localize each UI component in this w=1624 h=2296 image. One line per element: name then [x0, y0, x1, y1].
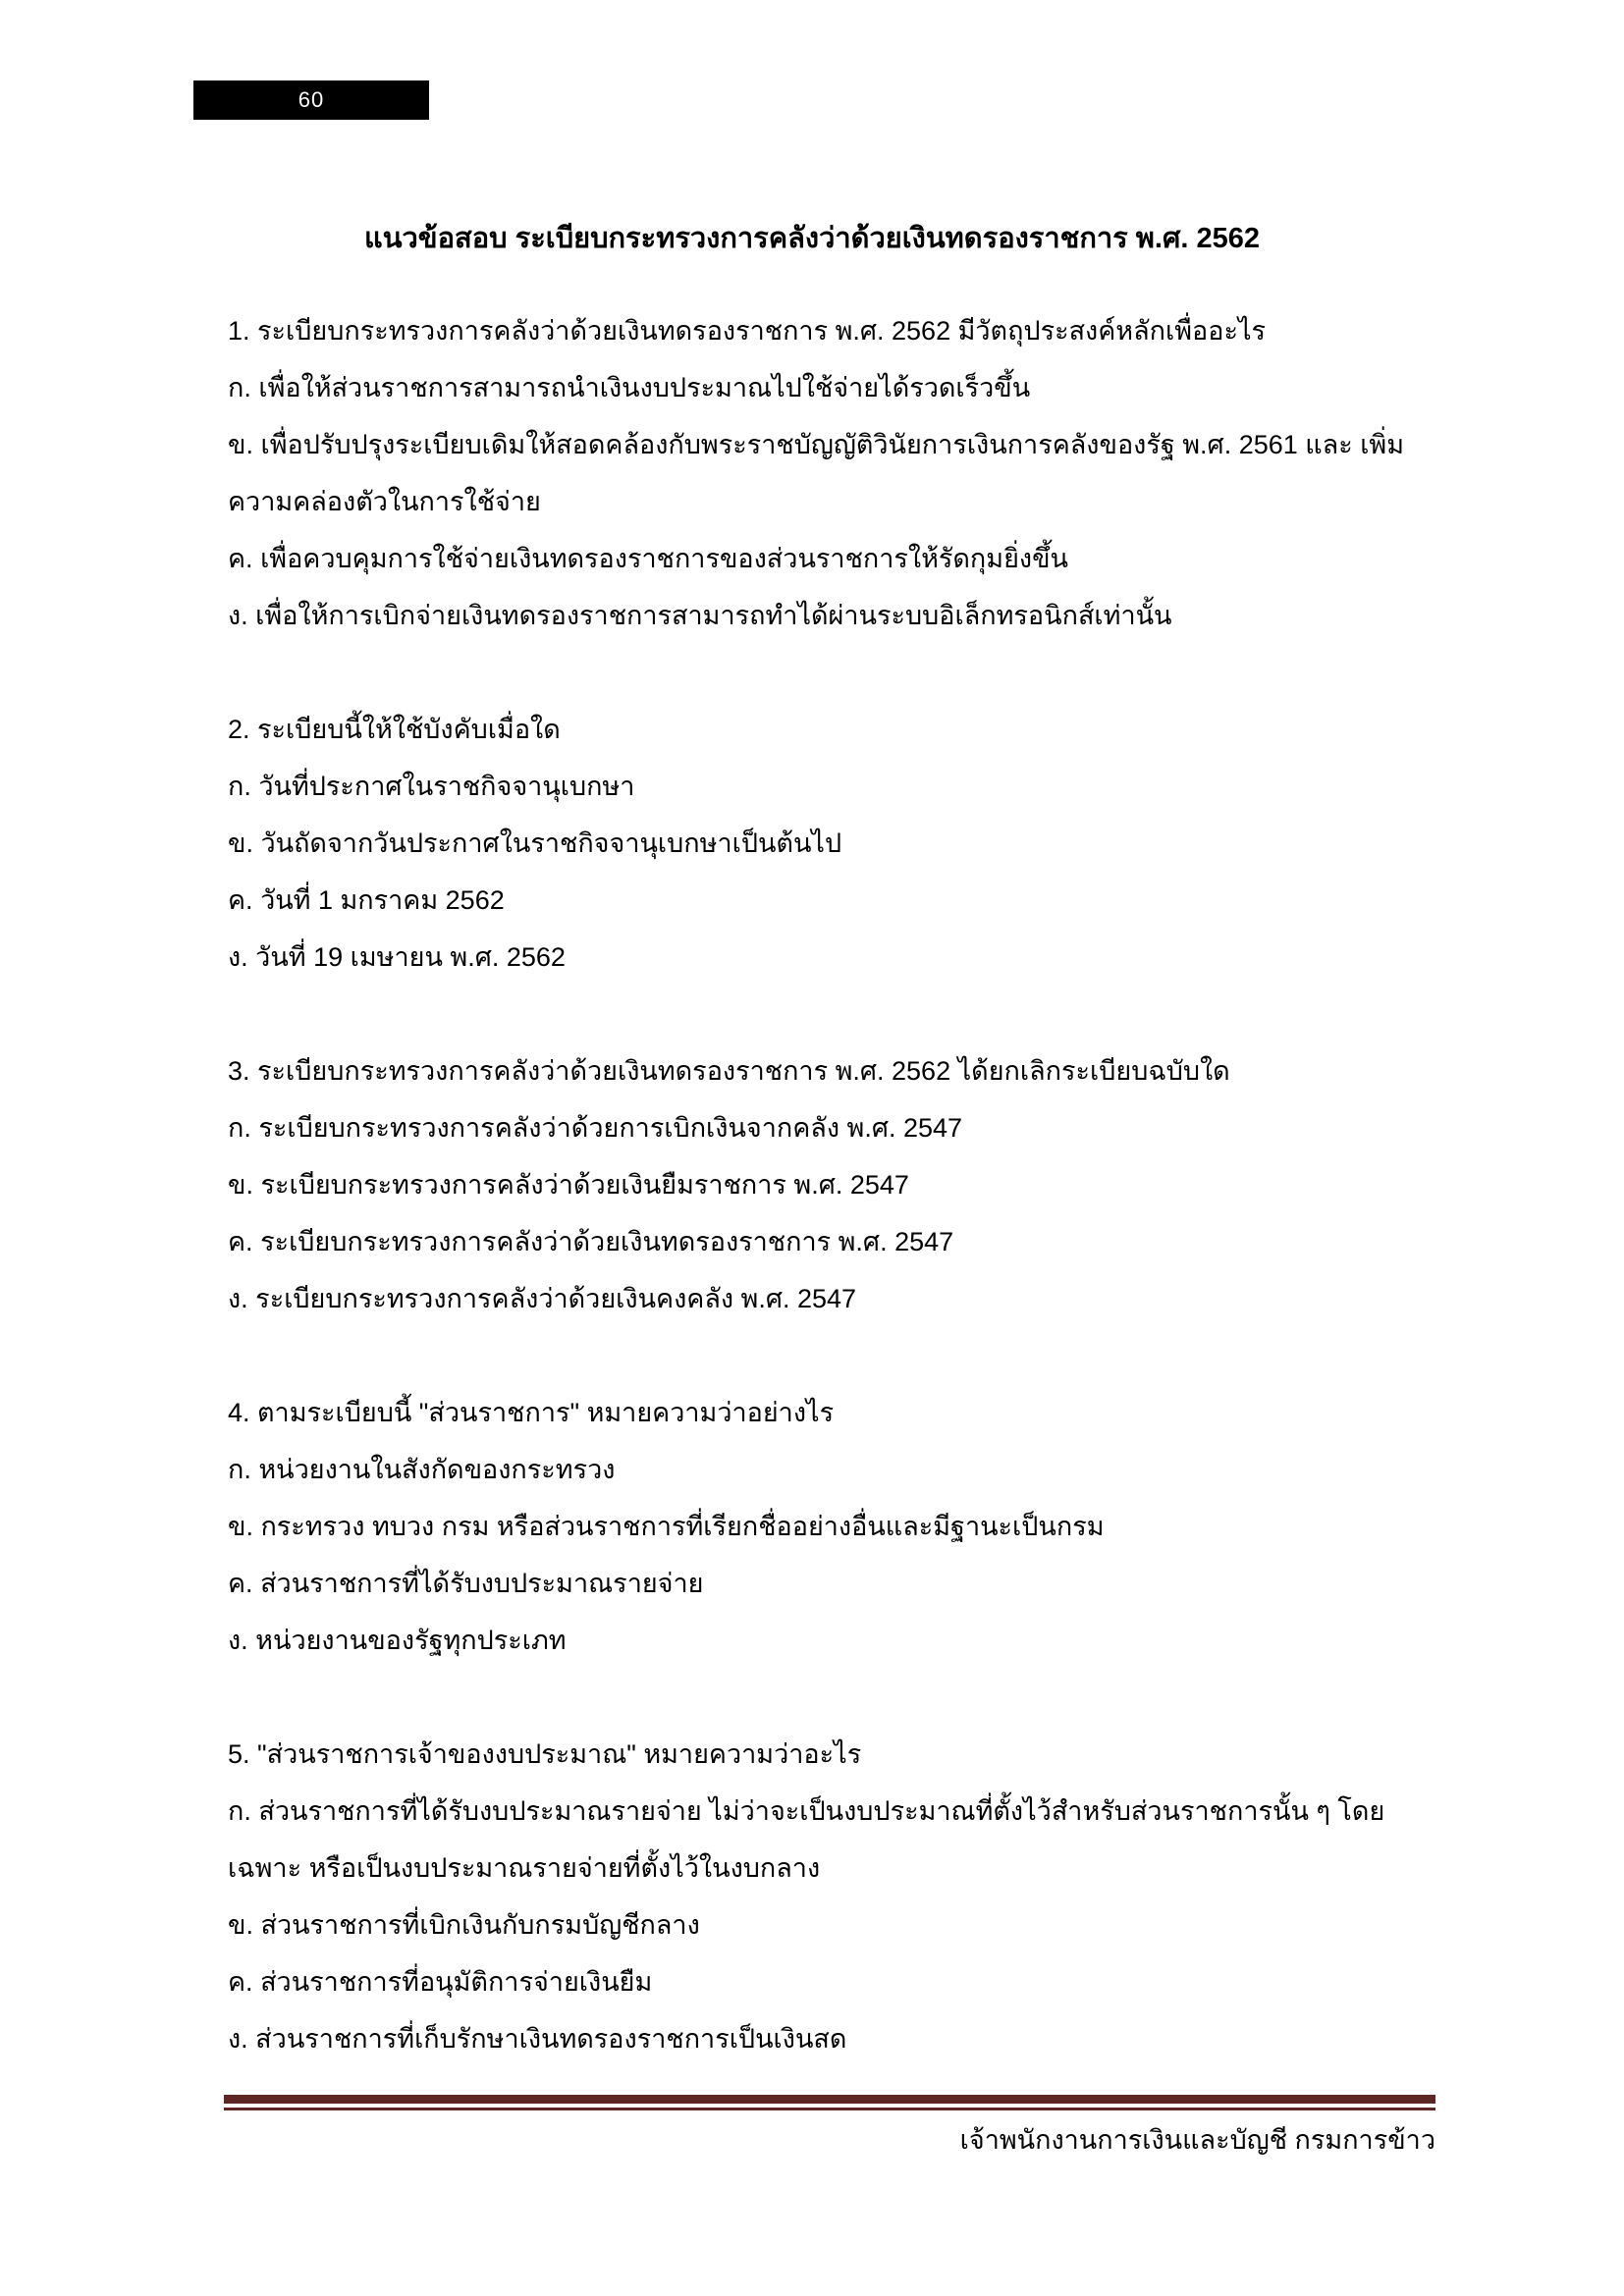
footer-rule-thick: [224, 2095, 1435, 2104]
option-line: ก. เพื่อให้ส่วนราชการสามารถนำเงินงบประมาณไปใช้จ่ายได้รวดเร็วขึ้น: [228, 373, 1031, 402]
option-line: ก. ระเบียบกระทรวงการคลังว่าด้วยการเบิกเงินจากคลัง พ.ศ. 2547: [228, 1113, 963, 1143]
question-block-2: [228, 701, 1445, 986]
option-line: ง. วันที่ 19 เมษายน พ.ศ. 2562: [228, 942, 566, 972]
option-line: ก. หน่วยงานในสังกัดของกระทรวง: [228, 1455, 616, 1484]
question-text: 1. ระเบียบกระทรวงการคลังว่าด้วยเงินทดรองราชการ พ.ศ. 2562 มีวัตถุประสงค์หลักเพื่ออะไร: [228, 316, 1267, 346]
footer-rule-thin: [224, 2108, 1435, 2110]
question-text: 4. ตามระเบียบนี้ "ส่วนราชการ" หมายความว่าอย่างไร: [228, 1398, 835, 1427]
option-line: ข. วันถัดจากวันประกาศในราชกิจจานุเบกษาเป็นต้นไป: [228, 828, 842, 858]
question-block-4: [228, 1384, 1445, 1669]
question-text: 3. ระเบียบกระทรวงการคลังว่าด้วยเงินทดรองราชการ พ.ศ. 2562 ได้ยกเลิกระเบียบฉบับใด: [228, 1056, 1230, 1086]
option-line: ค. ระเบียบกระทรวงการคลังว่าด้วยเงินทดรองราชการ พ.ศ. 2547: [228, 1227, 954, 1256]
option-line: ค. วันที่ 1 มกราคม 2562: [228, 885, 505, 915]
option-line: ง. ส่วนราชการที่เก็บรักษาเงินทดรองราชการเป็นเงินสด: [228, 2024, 847, 2054]
option-line: ข. กระทรวง ทบวง กรม หรือส่วนราชการที่เรียกชื่ออย่างอื่นและมีฐานะเป็นกรม: [228, 1512, 1105, 1541]
page-number-box: [193, 80, 429, 120]
option-line: ข. ระเบียบกระทรวงการคลังว่าด้วยเงินยืมราชการ พ.ศ. 2547: [228, 1170, 909, 1200]
question-text: 2. ระเบียบนี้ให้ใช้บังคับเมื่อใด: [228, 715, 561, 744]
option-line: ก. ส่วนราชการที่ได้รับงบประมาณรายจ่าย ไม่ว่าจะเป็นงบประมาณที่ตั้งไว้สำหรับส่วนราชการนั้น ๆ โดยเฉพาะ หรือเป็นงบประมาณรายจ่ายที่ตั้งไว้ในงบกลาง: [228, 1796, 1385, 1883]
page-number: 60: [298, 87, 325, 112]
option-line: ข. ส่วนราชการที่เบิกเงินกับกรมบัญชีกลาง: [228, 1910, 700, 1940]
option-line: ค. ส่วนราชการที่อนุมัติการจ่ายเงินยืม: [228, 1967, 653, 1997]
footer-credit: เจ้าพนักงานการเงินและบัญชี กรมการข้าว: [959, 2125, 1435, 2155]
option-line: ข. เพื่อปรับปรุงระเบียบเดิมให้สอดคล้องกับพระราชบัญญัติวินัยการเงินการคลังของรัฐ พ.ศ. 2561 และ เพิ่มความคล่องตัวในการใช้จ่าย: [228, 430, 1405, 516]
option-line: ง. เพื่อให้การเบิกจ่ายเงินทดรองราชการสามารถทำได้ผ่านระบบอิเล็กทรอนิกส์เท่านั้น: [228, 601, 1172, 630]
exam-content: [228, 302, 1445, 2124]
option-line: ง. หน่วยงานของรัฐทุกประเภท: [228, 1626, 567, 1655]
document-title: แนวข้อสอบ ระเบียบกระทรวงการคลังว่าด้วยเงินทดรองราชการ พ.ศ. 2562: [364, 223, 1260, 255]
option-line: ก. วันที่ประกาศในราชกิจจานุเบกษา: [228, 772, 635, 801]
question-block-1: [228, 302, 1445, 644]
question-text: 5. "ส่วนราชการเจ้าของงบประมาณ" หมายความว่าอะไร: [228, 1739, 862, 1769]
option-line: ค. เพื่อควบคุมการใช้จ่ายเงินทดรองราชการของส่วนราชการให้รัดกุมยิ่งขึ้น: [228, 544, 1068, 573]
option-line: ง. ระเบียบกระทรวงการคลังว่าด้วยเงินคงคลัง พ.ศ. 2547: [228, 1284, 857, 1313]
option-line: ค. ส่วนราชการที่ได้รับงบประมาณรายจ่าย: [228, 1569, 704, 1598]
question-block-3: [228, 1042, 1445, 1327]
question-block-5: [228, 1726, 1445, 2067]
